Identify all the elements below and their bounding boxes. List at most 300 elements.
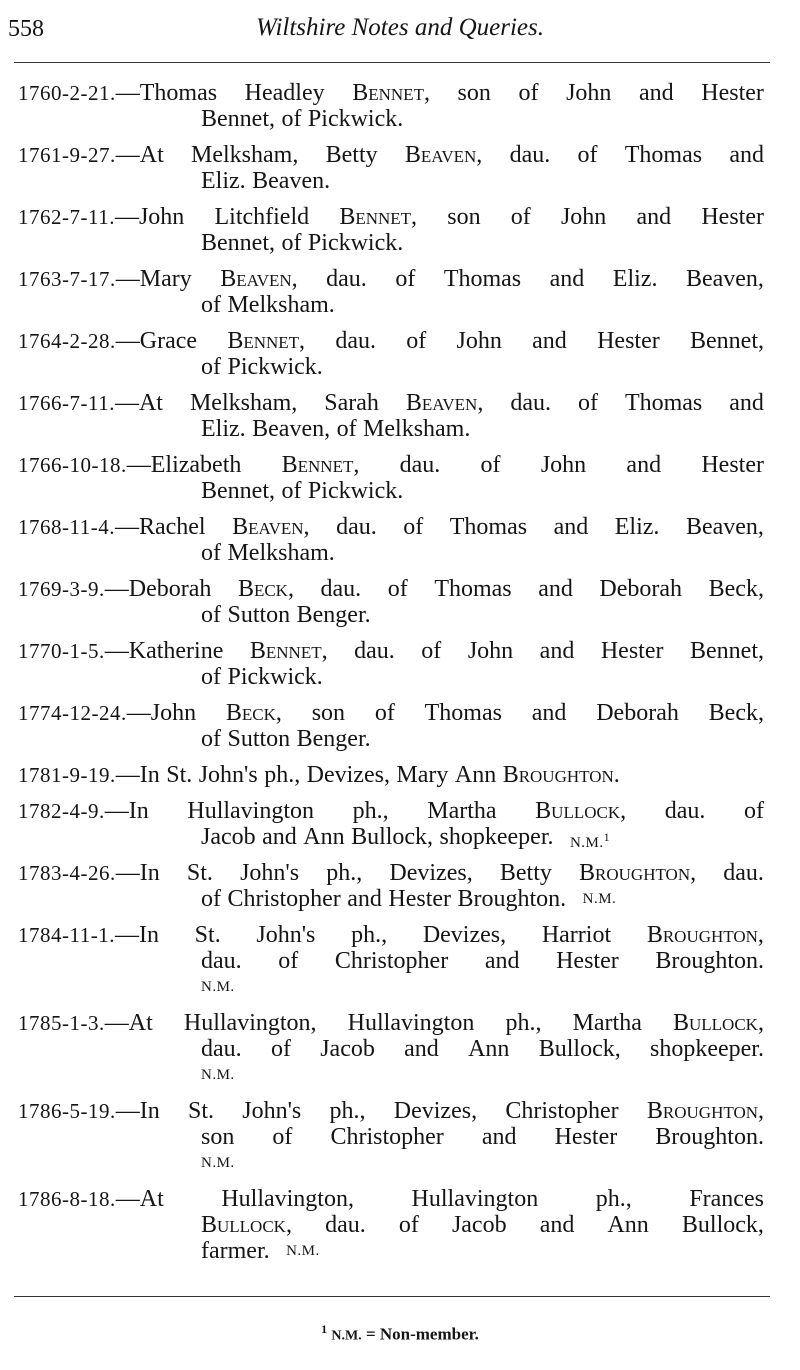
word: Bennet, bbox=[227, 328, 306, 354]
word: Devizes, bbox=[389, 860, 473, 886]
register-entry bbox=[18, 798, 764, 850]
entry-date: 1785-1-3. bbox=[18, 1011, 105, 1035]
surname: Beaven bbox=[232, 514, 304, 540]
word: ph., bbox=[595, 1186, 632, 1212]
word: 1769-3-9.—Deborah bbox=[18, 576, 212, 602]
entry-line bbox=[18, 1010, 764, 1036]
entry-line bbox=[18, 700, 764, 726]
word: of bbox=[270, 1036, 291, 1062]
word: and bbox=[262, 824, 297, 850]
word: dau. bbox=[201, 948, 242, 974]
word: Eliz. bbox=[614, 514, 660, 540]
entry-date: 1782-4-9. bbox=[18, 799, 105, 823]
word: Bennet, bbox=[201, 230, 275, 256]
entry-line bbox=[18, 948, 764, 974]
word: Beck, bbox=[708, 700, 764, 726]
entry-line bbox=[18, 664, 764, 690]
word: Devizes, bbox=[306, 762, 390, 788]
footnote-text: = Non-member. bbox=[361, 1324, 479, 1344]
word: of bbox=[374, 700, 395, 726]
word: Bennet, bbox=[201, 106, 275, 132]
surname: Beaven bbox=[220, 266, 292, 292]
entry-date: 1783-4-26. bbox=[18, 861, 116, 885]
surname: Beaven bbox=[404, 142, 477, 168]
word: Christopher bbox=[505, 1098, 619, 1124]
non-member-mark: N.M. bbox=[582, 891, 617, 907]
word: of bbox=[387, 576, 408, 602]
word: and bbox=[636, 204, 672, 230]
entry-line bbox=[18, 354, 764, 380]
word: 1761-9-27.—At bbox=[18, 142, 164, 168]
word: Hullavington bbox=[187, 798, 315, 824]
word: St. bbox=[188, 1098, 215, 1124]
word: and bbox=[481, 1124, 517, 1150]
word: 1768-11-4.—Rachel bbox=[18, 514, 206, 540]
register-entry bbox=[18, 700, 764, 752]
word: of bbox=[201, 886, 221, 912]
word: Hester bbox=[701, 204, 764, 230]
entry-line bbox=[18, 80, 764, 106]
word: of bbox=[577, 390, 598, 416]
word: dau. bbox=[723, 860, 764, 886]
non-member-mark: N.M. bbox=[201, 1067, 235, 1083]
entry-line bbox=[18, 762, 764, 788]
word: dau. bbox=[325, 1212, 366, 1238]
entry-line bbox=[18, 726, 764, 752]
word: of bbox=[281, 106, 302, 132]
surname: Bennet bbox=[227, 328, 300, 354]
word: Beck, bbox=[237, 576, 294, 602]
word: son bbox=[457, 80, 491, 106]
entry-date: 1762-7-11. bbox=[18, 205, 115, 229]
word: 1782-4-9.—In bbox=[18, 798, 149, 824]
word: John's bbox=[242, 1098, 302, 1124]
footnote-abbr: N.M. bbox=[331, 1328, 362, 1344]
entry-line bbox=[18, 638, 764, 664]
word: and bbox=[729, 390, 764, 416]
entry-date: 1786-8-18. bbox=[18, 1187, 116, 1211]
entry-line bbox=[18, 142, 764, 168]
entry-line bbox=[18, 1124, 764, 1150]
word: Hester bbox=[701, 80, 764, 106]
running-title: Wiltshire Notes and Queries. bbox=[256, 14, 544, 41]
word: ph., bbox=[351, 922, 388, 948]
word: Pickwick. bbox=[307, 230, 404, 256]
word: Christopher bbox=[227, 886, 341, 912]
word: of bbox=[201, 664, 221, 690]
entry-date: 1784-11-1. bbox=[18, 923, 115, 947]
word: Pickwick. bbox=[227, 664, 323, 690]
word: Beaven, bbox=[685, 266, 764, 292]
entry-line bbox=[18, 974, 764, 1000]
word: dau. bbox=[336, 514, 377, 540]
word: John bbox=[467, 638, 514, 664]
word: Hullavington bbox=[411, 1186, 539, 1212]
word: Beck, bbox=[225, 700, 282, 726]
surname: Bullock bbox=[535, 798, 621, 824]
entry-date: 1763-7-17. bbox=[18, 267, 116, 291]
word: Bennet, bbox=[690, 638, 764, 664]
word: Pickwick. bbox=[227, 354, 323, 380]
word: dau. bbox=[509, 142, 551, 168]
word: Thomas bbox=[449, 514, 528, 540]
word: Deborah bbox=[599, 576, 683, 602]
entry-date: 1781-9-19. bbox=[18, 763, 116, 787]
word: Pickwick. bbox=[307, 106, 404, 132]
surname: Broughton bbox=[579, 860, 691, 886]
word: Broughton, bbox=[646, 1098, 764, 1124]
word: 1783-4-26.—In bbox=[18, 860, 160, 886]
word: of bbox=[480, 452, 501, 478]
word: dau. bbox=[510, 390, 551, 416]
register-entry bbox=[18, 266, 764, 318]
footnote-ref: 1 bbox=[603, 830, 611, 844]
word: Hester bbox=[554, 1124, 618, 1150]
footnote-rule bbox=[14, 1296, 770, 1297]
word: of bbox=[577, 142, 598, 168]
word: Sutton bbox=[227, 602, 291, 628]
word: Broughton. bbox=[655, 1124, 764, 1150]
word: ph., bbox=[329, 1098, 366, 1124]
word: Devizes, bbox=[422, 922, 507, 948]
word: Beaven, bbox=[220, 266, 298, 292]
entry-line bbox=[18, 230, 764, 256]
word: 1785-1-3.—At bbox=[18, 1010, 153, 1036]
entry-date: 1766-7-11. bbox=[18, 391, 115, 415]
word: Bennet, bbox=[352, 80, 430, 106]
surname: Bennet bbox=[339, 204, 412, 230]
surname: Broughton bbox=[646, 1098, 758, 1124]
word: of bbox=[278, 948, 299, 974]
register-entry bbox=[18, 860, 764, 912]
entry-line bbox=[18, 886, 764, 912]
register-entry bbox=[18, 390, 764, 442]
entry-line bbox=[18, 1036, 764, 1062]
word: of bbox=[272, 1124, 293, 1150]
word: Beaven. bbox=[252, 168, 331, 194]
word: Hester bbox=[597, 328, 660, 354]
word: of bbox=[518, 80, 539, 106]
header-rule bbox=[14, 62, 770, 63]
word: ph., bbox=[264, 762, 301, 788]
word: and bbox=[729, 142, 764, 168]
word: 1763-7-17.—Mary bbox=[18, 266, 192, 292]
word: ph., bbox=[326, 860, 363, 886]
entry-line bbox=[18, 1062, 764, 1088]
entry-date: 1766-10-18. bbox=[18, 453, 127, 477]
word: John bbox=[566, 80, 612, 106]
surname: Broughton bbox=[502, 762, 614, 788]
register-entry bbox=[18, 80, 764, 132]
word: Litchfield bbox=[214, 204, 310, 230]
word: Broughton. bbox=[457, 886, 567, 912]
register-entry bbox=[18, 1098, 764, 1176]
entry-line bbox=[18, 168, 764, 194]
entry-line bbox=[18, 292, 764, 318]
word: Beaven, bbox=[405, 390, 484, 416]
entry-date: 1774-12-24. bbox=[18, 701, 127, 725]
word: Ann bbox=[468, 1036, 510, 1062]
surname: Beck bbox=[225, 700, 276, 726]
surname: Broughton bbox=[646, 922, 758, 948]
word: Jacob bbox=[320, 1036, 375, 1062]
entry-line bbox=[18, 798, 764, 824]
word: dau. bbox=[664, 798, 706, 824]
entry-line bbox=[18, 266, 764, 292]
word: and bbox=[539, 638, 575, 664]
entry-line bbox=[18, 860, 764, 886]
register-entry bbox=[18, 452, 764, 504]
word: Thomas bbox=[624, 390, 703, 416]
surname: Beaven bbox=[405, 390, 478, 416]
word: John's bbox=[256, 922, 316, 948]
word: Bennet, bbox=[201, 478, 275, 504]
word: dau. bbox=[354, 638, 395, 664]
word: Hester bbox=[388, 886, 452, 912]
register-entry bbox=[18, 142, 764, 194]
word: Bullock, bbox=[351, 824, 434, 850]
word: Thomas bbox=[434, 576, 512, 602]
word: and bbox=[549, 266, 585, 292]
word: Ann bbox=[454, 762, 497, 788]
word: dau. bbox=[201, 1036, 242, 1062]
word: Ann bbox=[607, 1212, 649, 1238]
word: Eliz. bbox=[201, 168, 246, 194]
word: Bullock, bbox=[673, 1010, 764, 1036]
word: St. bbox=[186, 860, 213, 886]
word: Thomas bbox=[443, 266, 522, 292]
non-member-mark: N.M.$^1$ bbox=[569, 830, 611, 851]
entry-date: 1760-2-21. bbox=[18, 81, 116, 105]
surname: Bullock bbox=[673, 1010, 758, 1036]
entry-line bbox=[18, 452, 764, 478]
footnote bbox=[0, 1322, 800, 1345]
word: and bbox=[553, 514, 589, 540]
word: Bennet, bbox=[690, 328, 764, 354]
word: and bbox=[539, 1212, 575, 1238]
word: Hester bbox=[701, 452, 764, 478]
word: Martha bbox=[427, 798, 497, 824]
word: and bbox=[404, 1036, 439, 1062]
word: Mary bbox=[396, 762, 449, 788]
word: Deborah bbox=[596, 700, 679, 726]
word: of bbox=[201, 602, 221, 628]
word: 1762-7-11.—John bbox=[18, 204, 185, 230]
entry-line bbox=[18, 1150, 764, 1176]
word: of bbox=[336, 416, 357, 442]
word: Beaven, bbox=[404, 142, 483, 168]
register-entry bbox=[18, 762, 764, 788]
word: Broughton, bbox=[646, 922, 764, 948]
surname: Beck bbox=[237, 576, 288, 602]
word: Bennet, bbox=[249, 638, 328, 664]
word: of bbox=[398, 1212, 419, 1238]
word: 1766-7-11.—At bbox=[18, 390, 163, 416]
word: of bbox=[201, 540, 221, 566]
entry-line bbox=[18, 1186, 764, 1212]
word: 1786-5-19.—In bbox=[18, 1098, 160, 1124]
entry-line bbox=[18, 1212, 764, 1238]
word: Bullock, bbox=[681, 1212, 764, 1238]
entry-line bbox=[18, 106, 764, 132]
word: Beaven, bbox=[252, 416, 331, 442]
word: dau. bbox=[320, 576, 362, 602]
word: Sarah bbox=[324, 390, 379, 416]
register-entry bbox=[18, 328, 764, 380]
word: Hullavington, bbox=[183, 1010, 317, 1036]
word: Bullock, bbox=[535, 798, 627, 824]
word: 1786-8-18.—At bbox=[18, 1186, 164, 1212]
non-member-mark: N.M. bbox=[201, 1155, 235, 1171]
entry-line bbox=[18, 1098, 764, 1124]
word: of bbox=[201, 354, 221, 380]
word: Thomas bbox=[424, 700, 502, 726]
word: Broughton. bbox=[502, 762, 620, 788]
entry-date: 1769-3-9. bbox=[18, 577, 105, 601]
word: Pickwick. bbox=[307, 478, 404, 504]
word: of bbox=[281, 478, 302, 504]
word: dau. bbox=[335, 328, 376, 354]
word: son bbox=[201, 1124, 235, 1150]
word: Beaven, bbox=[685, 514, 764, 540]
word: shopkeeper. bbox=[650, 1036, 764, 1062]
baptism-register-entries bbox=[18, 80, 764, 1274]
word: 1766-10-18.—Elizabeth bbox=[18, 452, 242, 478]
word: of bbox=[406, 328, 427, 354]
word: Bullock, bbox=[201, 1212, 292, 1238]
surname: Bullock bbox=[201, 1212, 286, 1238]
non-member-mark: N.M. bbox=[286, 1243, 320, 1259]
word: ph., bbox=[505, 1010, 542, 1036]
entry-line bbox=[18, 576, 764, 602]
word: Benger. bbox=[296, 602, 371, 628]
register-entry bbox=[18, 638, 764, 690]
word: Harriot bbox=[541, 922, 612, 948]
entry-date: 1786-5-19. bbox=[18, 1099, 116, 1123]
word: and bbox=[626, 452, 662, 478]
entry-date: 1770-1-5. bbox=[18, 639, 105, 663]
non-member-mark: N.M. bbox=[201, 979, 235, 995]
word: of bbox=[421, 638, 442, 664]
word: shopkeeper. bbox=[439, 824, 554, 850]
word: of bbox=[201, 292, 221, 318]
word: and bbox=[531, 700, 567, 726]
word: of bbox=[395, 266, 416, 292]
word: Ann bbox=[303, 824, 345, 850]
entry-line bbox=[18, 1238, 764, 1264]
entry-line bbox=[18, 824, 764, 850]
register-entry bbox=[18, 514, 764, 566]
word: Melksham. bbox=[363, 416, 471, 442]
word: Frances bbox=[689, 1186, 764, 1212]
register-entry bbox=[18, 576, 764, 628]
word: John bbox=[560, 204, 607, 230]
word: and bbox=[484, 948, 520, 974]
word: farmer. bbox=[201, 1238, 270, 1264]
word: dau. bbox=[326, 266, 367, 292]
word: of bbox=[743, 798, 764, 824]
word: Eliz. bbox=[201, 416, 246, 442]
word: Christopher bbox=[334, 948, 449, 974]
word: Hester bbox=[556, 948, 619, 974]
word: Melksham, bbox=[191, 142, 299, 168]
word: Bennet, bbox=[281, 452, 360, 478]
entry-line bbox=[18, 478, 764, 504]
footnote-marker: 1 bbox=[321, 1322, 328, 1336]
word: 1770-1-5.—Katherine bbox=[18, 638, 224, 664]
entry-date: 1768-11-4. bbox=[18, 515, 115, 539]
word: Hullavington, bbox=[221, 1186, 354, 1212]
entry-date: 1761-9-27. bbox=[18, 143, 116, 167]
entry-line bbox=[18, 204, 764, 230]
word: Thomas bbox=[624, 142, 703, 168]
word: Broughton. bbox=[655, 948, 764, 974]
word: Devizes, bbox=[393, 1098, 478, 1124]
surname: Bennet bbox=[352, 80, 424, 106]
word: and bbox=[538, 576, 573, 602]
word: Martha bbox=[572, 1010, 642, 1036]
register-entry bbox=[18, 204, 764, 256]
entry-line bbox=[18, 602, 764, 628]
word: Hullavington bbox=[347, 1010, 475, 1036]
word: of bbox=[201, 726, 221, 752]
entry-line bbox=[18, 514, 764, 540]
word: of bbox=[403, 514, 424, 540]
word: Sutton bbox=[227, 726, 291, 752]
word: 1781-9-19.—In bbox=[18, 762, 160, 788]
word: Betty bbox=[325, 142, 378, 168]
word: and bbox=[639, 80, 674, 106]
word: Beaven, bbox=[232, 514, 310, 540]
word: Jacob bbox=[451, 1212, 507, 1238]
word: St. bbox=[166, 762, 193, 788]
word: Melksham. bbox=[227, 292, 335, 318]
register-entry bbox=[18, 922, 764, 1000]
word: Broughton, bbox=[579, 860, 697, 886]
word: Christopher bbox=[330, 1124, 444, 1150]
word: Beck, bbox=[708, 576, 764, 602]
surname: Bennet bbox=[249, 638, 322, 664]
word: John's bbox=[240, 860, 300, 886]
register-entry bbox=[18, 1010, 764, 1088]
word: 1784-11-1.—In bbox=[18, 922, 159, 948]
word: Melksham. bbox=[227, 540, 335, 566]
word: Bullock, bbox=[538, 1036, 621, 1062]
word: St. bbox=[194, 922, 221, 948]
word: son bbox=[311, 700, 346, 726]
entry-line bbox=[18, 416, 764, 442]
word: and bbox=[347, 886, 382, 912]
entry-date: 1764-2-28. bbox=[18, 329, 116, 353]
word: Betty bbox=[499, 860, 552, 886]
word: dau. bbox=[399, 452, 441, 478]
word: Benger. bbox=[296, 726, 371, 752]
word: Eliz. bbox=[612, 266, 658, 292]
word: ph., bbox=[352, 798, 389, 824]
word: Melksham, bbox=[189, 390, 298, 416]
surname: Bennet bbox=[281, 452, 354, 478]
word: John's bbox=[198, 762, 258, 788]
entry-line bbox=[18, 540, 764, 566]
entry-line bbox=[18, 922, 764, 948]
word: 1760-2-21.—Thomas bbox=[18, 80, 218, 106]
word: 1764-2-28.—Grace bbox=[18, 328, 198, 354]
word: John bbox=[456, 328, 502, 354]
word: of bbox=[281, 230, 302, 256]
word: Bennet, bbox=[339, 204, 418, 230]
page-number: 558 bbox=[8, 16, 44, 42]
word: Hester bbox=[600, 638, 664, 664]
